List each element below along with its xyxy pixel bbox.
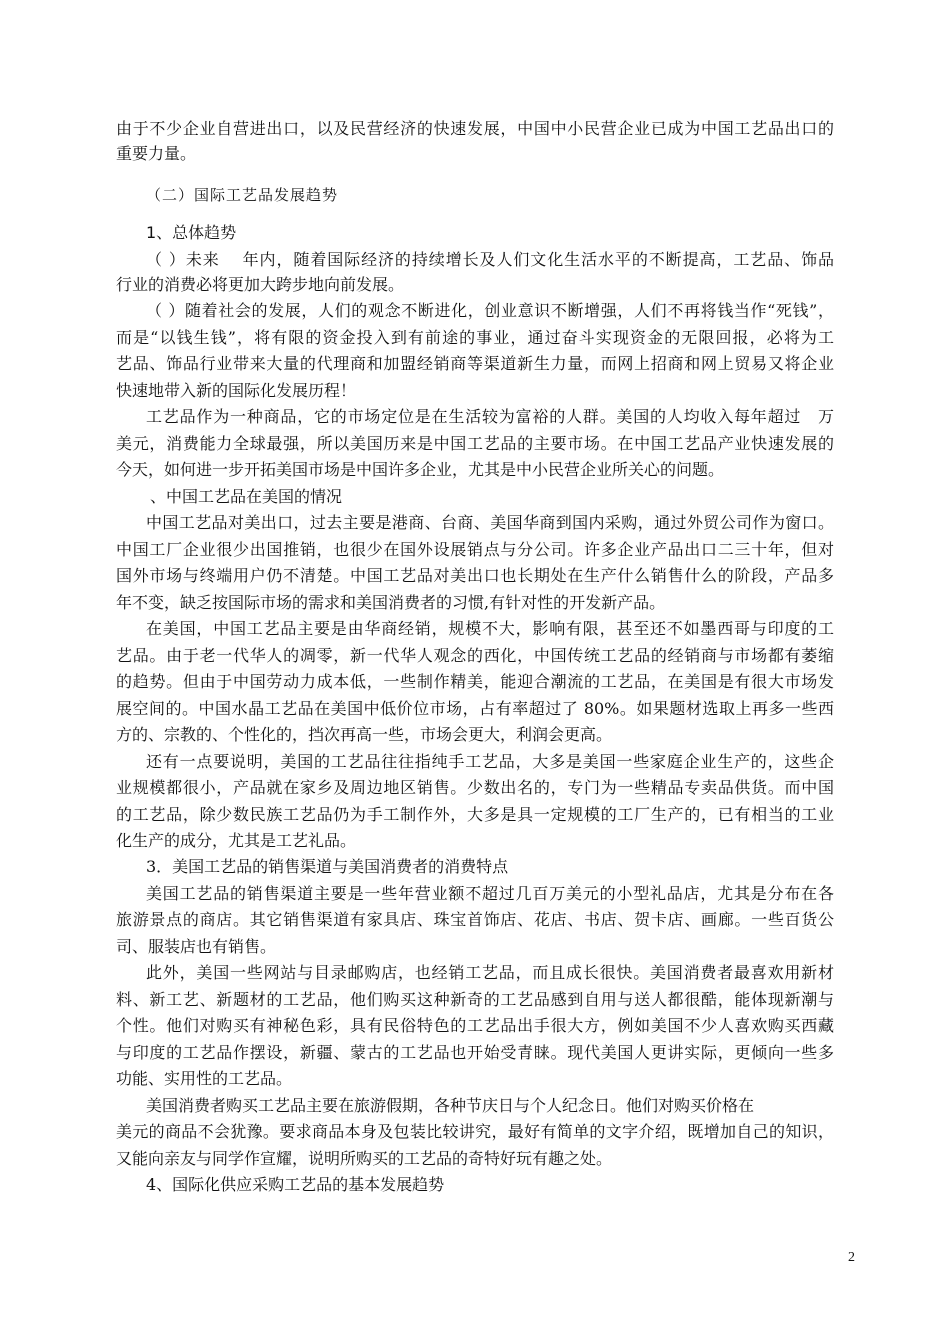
paragraph-line: 美国消费者购买工艺品主要在旅游假期，各种节庆日与个人纪念日。他们对购买价格在 [146,1096,755,1115]
paragraph-line: 的趋势。但由于中国劳动力成本低，一些制作精美，能迎合潮流的工艺品，在美国是有很大市场发 [116,672,834,691]
paragraph-line: 化生产的成分，尤其是工艺礼品。 [116,831,357,850]
subsection-heading: 3．美国工艺品的销售渠道与美国消费者的消费特点 [146,857,509,876]
paragraph-line: （ ）未来 年内，随着国际经济的持续增长及人们文化生活水平的不断提高，工艺品、饰品 [146,250,834,269]
paragraph-line: 此外，美国一些网站与目录邮购店，也经销工艺品，而且成长很快。美国消费者最喜欢用新材 [146,963,834,982]
paragraph-line: （ ）随着社会的发展，人们的观念不断进化，创业意识不断增强，人们不再将钱当作“死钱”， [146,301,834,320]
paragraph-line: 今天，如何进一步开拓美国市场是中国许多企业，尤其是中小民营企业所关心的问题。 [116,460,725,479]
paragraph-line: 中国工艺品对美出口，过去主要是港商、台商、美国华商到国内采购，通过外贸公司作为窗口。 [146,513,834,532]
paragraph-line: 国外市场与终端用户仍不清楚。中国工艺品对美出口也长期处在生产什么销售什么的阶段，产品多 [116,566,834,585]
paragraph-line: 的工艺品，除少数民族工艺品仍为手工制作外，大多是具一定规模的工厂生产的，已有相当的工业 [116,805,834,824]
page-number: 2 [848,1250,855,1265]
paragraph-line: 美元，消费能力全球最强，所以美国历来是中国工艺品的主要市场。在中国工艺品产业快速发展的 [116,434,834,453]
paragraph-line: 又能向亲友与同学作宣耀，说明所购买的工艺品的奇特好玩有趣之处。 [116,1149,613,1168]
subsection-heading: 、中国工艺品在美国的情况 [150,487,343,506]
paragraph-line: 由于不少企业自营进出口，以及民营经济的快速发展，中国中小民营企业已成为中国工艺品出口的 [116,119,834,138]
paragraph-line: 方的、宗教的、个性化的，挡次再高一些，市场会更大，利润会更高。 [116,725,613,744]
paragraph-line: 行业的消费必将更加大跨步地向前发展。 [116,275,405,294]
subsection-heading: 4、国际化供应采购工艺品的基本发展趋势 [146,1175,445,1194]
paragraph-line: 重要力量。 [116,144,197,163]
paragraph-line: 中国工厂企业很少出国推销，也很少在国外设展销点与分公司。许多企业产品出口二三十年，但对 [116,540,834,559]
paragraph-line: 展空间的。中国水晶工艺品在美国中低价位市场，占有率超过了 80%。如果题材选取上再多一些西 [116,699,834,718]
paragraph-line: 美国工艺品的销售渠道主要是一些年营业额不超过几百万美元的小型礼品店，尤其是分布在各 [146,884,834,903]
paragraph-line: 旅游景点的商店。其它销售渠道有家具店、珠宝首饰店、花店、书店、贺卡店、画廊。一些百货公 [116,910,834,929]
paragraph-line: 年不变，缺乏按国际市场的需求和美国消费者的习惯,有针对性的开发新产品。 [116,593,666,612]
paragraph-line: 与印度的工艺品作摆设，新疆、蒙古的工艺品也开始受青睐。现代美国人更讲实际，更倾向一些多 [116,1043,834,1062]
subsection-heading: 1、总体趋势 [146,223,237,242]
paragraph-line: 工艺品作为一种商品，它的市场定位是在生活较为富裕的人群。美国的人均收入每年超过 万 [146,407,834,426]
paragraph-line: 艺品。由于老一代华人的凋零，新一代华人观念的西化，中国传统工艺品的经销商与市场都有萎缩 [116,646,834,665]
paragraph-line: 业规模都很小，产品就在家乡及周边地区销售。少数出名的，专门为一些精品专卖品供货。而中国 [116,778,834,797]
paragraph-line: 在美国，中国工艺品主要是由华商经销，规模不大，影响有限，甚至还不如墨西哥与印度的工 [146,619,834,638]
paragraph-line: 司、服装店也有销售。 [116,937,277,956]
paragraph-line: 个性。他们对购买有神秘色彩，具有民俗特色的工艺品出手很大方，例如美国不少人喜欢购买西藏 [116,1016,834,1035]
paragraph-line: 功能、实用性的工艺品。 [116,1069,293,1088]
section-heading: （二）国际工艺品发展趋势 [146,186,339,204]
paragraph-line: 艺品、饰品行业带来大量的代理商和加盟经销商等渠道新生力量，而网上招商和网上贸易又将企业 [116,354,834,373]
paragraph-line: 还有一点要说明，美国的工艺品往往指纯手工艺品，大多是美国一些家庭企业生产的，这些企 [146,752,834,771]
paragraph-line: 快速地带入新的国际化发展历程！ [116,381,357,400]
paragraph-line: 而是“以钱生钱”，将有限的资金投入到有前途的事业，通过奋斗实现资金的无限回报，必将为工 [116,328,834,347]
paragraph-line: 料、新工艺、新题材的工艺品，他们购买这种新奇的工艺品感到自用与送人都很酷，能体现新潮与 [116,990,834,1009]
paragraph-line: 美元的商品不会犹豫。要求商品本身及包装比较讲究，最好有简单的文字介绍，既增加自己的知识， [116,1122,834,1141]
